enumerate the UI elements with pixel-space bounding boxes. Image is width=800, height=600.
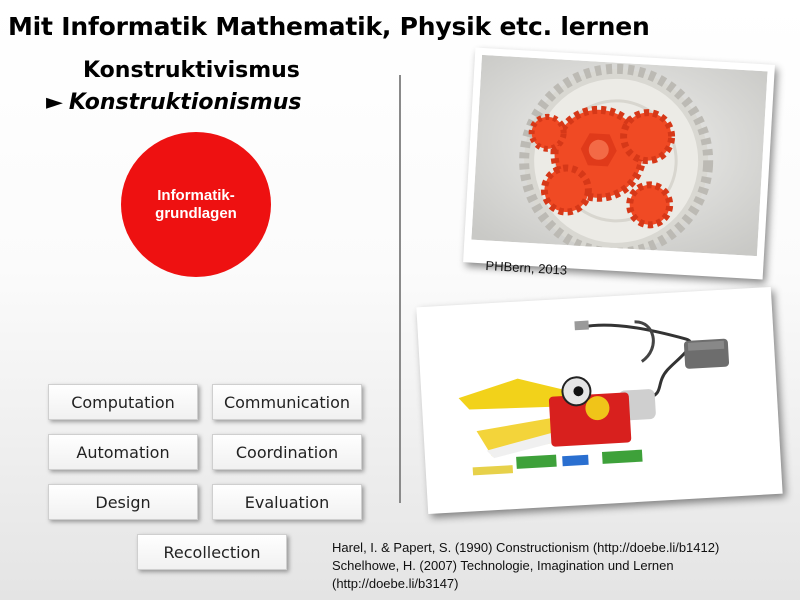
gears-photo: [463, 48, 775, 280]
circle-label: Informatik- grundlagen: [155, 186, 237, 222]
principle-computation: Computation: [48, 384, 198, 420]
arrow-icon: ►: [46, 90, 63, 115]
photo-credit: PHBern, 2013: [485, 258, 568, 278]
reference-2: Schelhowe, H. (2007) Technologie, Imagination und Lernen: [332, 558, 674, 573]
principle-coordination: Coordination: [212, 434, 362, 470]
subtitle-konstruktionismus-text: Konstruktionismus: [68, 90, 302, 115]
principle-evaluation: Evaluation: [212, 484, 362, 520]
slide-title: Mit Informatik Mathematik, Physik etc. lernen: [8, 12, 650, 41]
subtitle-konstruktivismus: Konstruktivismus: [83, 58, 300, 83]
robot-photo-icon: [424, 294, 776, 506]
principle-design: Design: [48, 484, 198, 520]
vertical-divider: [399, 75, 401, 503]
informatik-grundlagen-circle: [121, 132, 271, 277]
subtitle-konstruktionismus: [46, 90, 301, 115]
principle-recollection: Recollection: [137, 534, 287, 570]
reference-3: (http://doebe.li/b3147): [332, 576, 459, 591]
principle-communication: Communication: [212, 384, 362, 420]
references: [332, 539, 792, 593]
gears-photo-icon: [471, 55, 767, 256]
principle-automation: Automation: [48, 434, 198, 470]
robot-photo: [416, 287, 782, 514]
reference-1: Harel, I. & Papert, S. (1990) Constructionism (http://doebe.li/b1412): [332, 540, 720, 555]
